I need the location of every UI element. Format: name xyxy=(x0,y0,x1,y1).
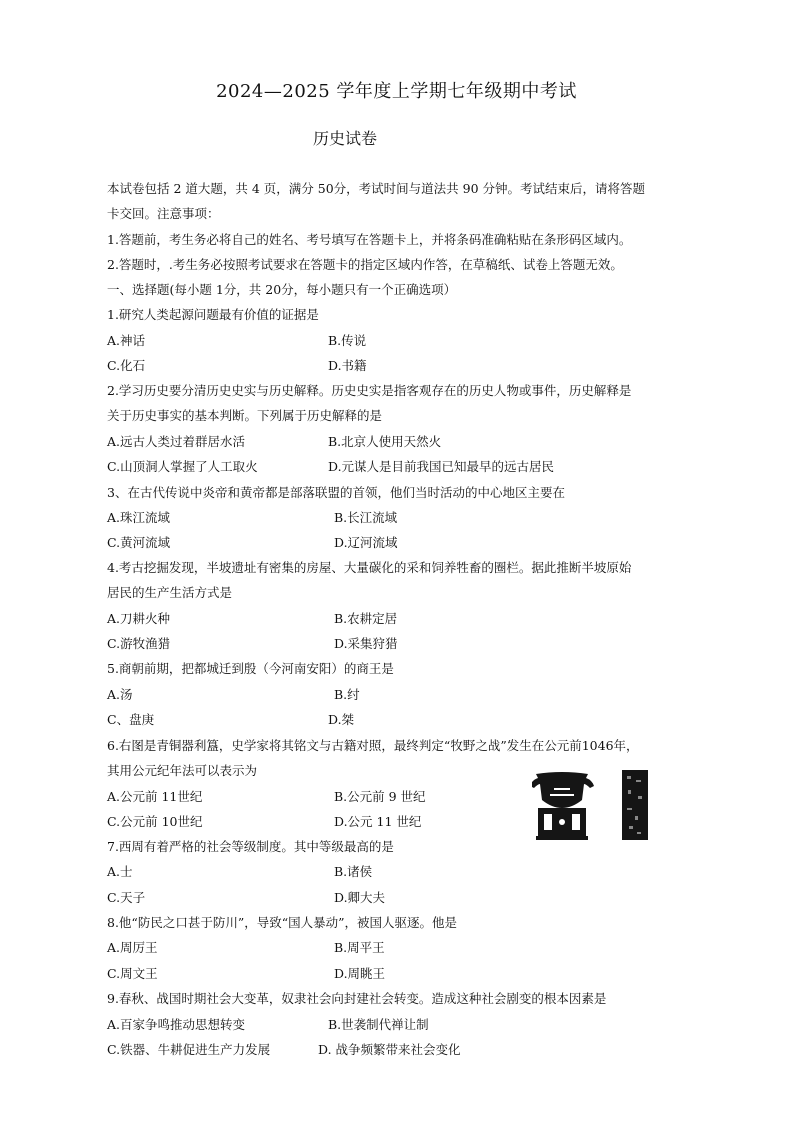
option-a: A.公元前 11世纪 xyxy=(107,789,203,804)
option-d: D.公元 11 世纪 xyxy=(334,814,422,829)
question-stem: 7.西周有着严格的社会等级制度。其中等级最高的是 xyxy=(107,839,394,854)
option-b: B.诸侯 xyxy=(334,864,373,879)
option-a: A.远古人类过着群居水活 xyxy=(107,434,246,449)
bronze-vessel-icon xyxy=(532,770,682,842)
option-c: C.化石 xyxy=(107,358,146,373)
option-a: A.刀耕火种 xyxy=(107,611,171,626)
option-c: C.天子 xyxy=(107,890,146,905)
option-c: C.山顶洞人掌握了人工取火 xyxy=(107,459,258,474)
option-a: A.神话 xyxy=(107,333,146,348)
option-d: D.辽河流域 xyxy=(334,535,398,550)
question-stem: 关于历史事实的基本判断。下列属于历史解释的是 xyxy=(107,408,383,423)
option-d: D. 战争频繁带来社会变化 xyxy=(318,1042,461,1057)
option-d: D.周眺王 xyxy=(334,966,386,981)
question-stem: 6.右图是青铜器利簋，史学家将其铭文与古籍对照，最终判定“牧野之战”发生在公元前1046年， xyxy=(107,738,639,753)
option-c: C.游牧渔猎 xyxy=(107,636,171,651)
bronze-vessel-figure xyxy=(532,770,682,842)
option-c: C.周文王 xyxy=(107,966,158,981)
intro-line: 本试卷包括 2 道大题，共 4 页，满分 50分，考试时间与道法共 90 分钟。考试结束后，请将答题 xyxy=(107,181,646,196)
option-b: B.农耕定居 xyxy=(334,611,398,626)
option-c: C.公元前 10世纪 xyxy=(107,814,203,829)
page-subtitle: 历史试卷 xyxy=(312,129,377,148)
question-stem: 9.春秋、战国时期社会大变革，奴隶社会向封建社会转变。造成这种社会剧变的根本因素是 xyxy=(107,991,607,1006)
option-a: A.百家争鸣推动思想转变 xyxy=(107,1017,246,1032)
option-b: B.长江流域 xyxy=(334,510,398,525)
option-d: D.卿大夫 xyxy=(334,890,386,905)
option-c: C、盘庚 xyxy=(107,712,155,727)
question-stem: 8.他“防民之口甚于防川”，导致“国人暴动”，被国人驱逐。他是 xyxy=(107,915,457,930)
option-d: D.书籍 xyxy=(328,358,367,373)
option-b: B.纣 xyxy=(334,687,360,702)
question-stem: 5.商朝前期，把都城迁到殷（今河南安阳）的商王是 xyxy=(107,661,394,676)
question-stem: 4.考古挖掘发现，半坡遗址有密集的房屋、大量碳化的采和饲养牲畜的圈栏。据此推断半坡原始 xyxy=(107,560,632,575)
option-a: A.士 xyxy=(107,864,133,879)
option-d: D.桀 xyxy=(328,712,355,727)
question-stem: 居民的生产生活方式是 xyxy=(107,585,233,600)
option-b: B.北京人使用天然火 xyxy=(328,434,442,449)
option-b: B.世袭制代禅让制 xyxy=(328,1017,429,1032)
intro-line: 1.答题前，考生务必将自己的姓名、考号填写在答题卡上，并将条码准确粘贴在条形码区域内。 xyxy=(107,232,632,247)
question-stem: 2.学习历史要分清历史史实与历史解释。历史史实是指客观存在的历史人物或事件，历史解释是 xyxy=(107,383,632,398)
option-d: D.采集狩猎 xyxy=(334,636,398,651)
option-a: A.珠江流域 xyxy=(107,510,171,525)
option-a: A.汤 xyxy=(107,687,133,702)
option-d: D.元谋人是目前我国已知最早的远古居民 xyxy=(328,459,555,474)
section-heading: 一、选择题(每小题 1分，共 20分，每小题只有一个正确选项） xyxy=(107,282,457,297)
question-stem: 其用公元纪年法可以表示为 xyxy=(107,763,258,778)
option-b: B.周平王 xyxy=(334,940,385,955)
intro-line: 2.答题时，.考生务必按照考试要求在答题卡的指定区域内作答，在草稿纸、试卷上答题无效。 xyxy=(107,257,623,272)
question-stem: 1.研究人类起源问题最有价值的证据是 xyxy=(107,307,319,322)
option-b: B.公元前 9 世纪 xyxy=(334,789,426,804)
option-c: C.铁器、牛耕促进生产力发展 xyxy=(107,1042,271,1057)
question-stem: 3、在古代传说中炎帝和黄帝都是部落联盟的首领，他们当时活动的中心地区主要在 xyxy=(107,485,565,500)
intro-line: 卡交回。注意事项： xyxy=(107,206,220,221)
page-title: 2024—2025 学年度上学期七年级期中考试 xyxy=(216,81,577,102)
option-c: C.黄河流域 xyxy=(107,535,171,550)
option-a: A.周厉王 xyxy=(107,940,158,955)
option-b: B.传说 xyxy=(328,333,367,348)
